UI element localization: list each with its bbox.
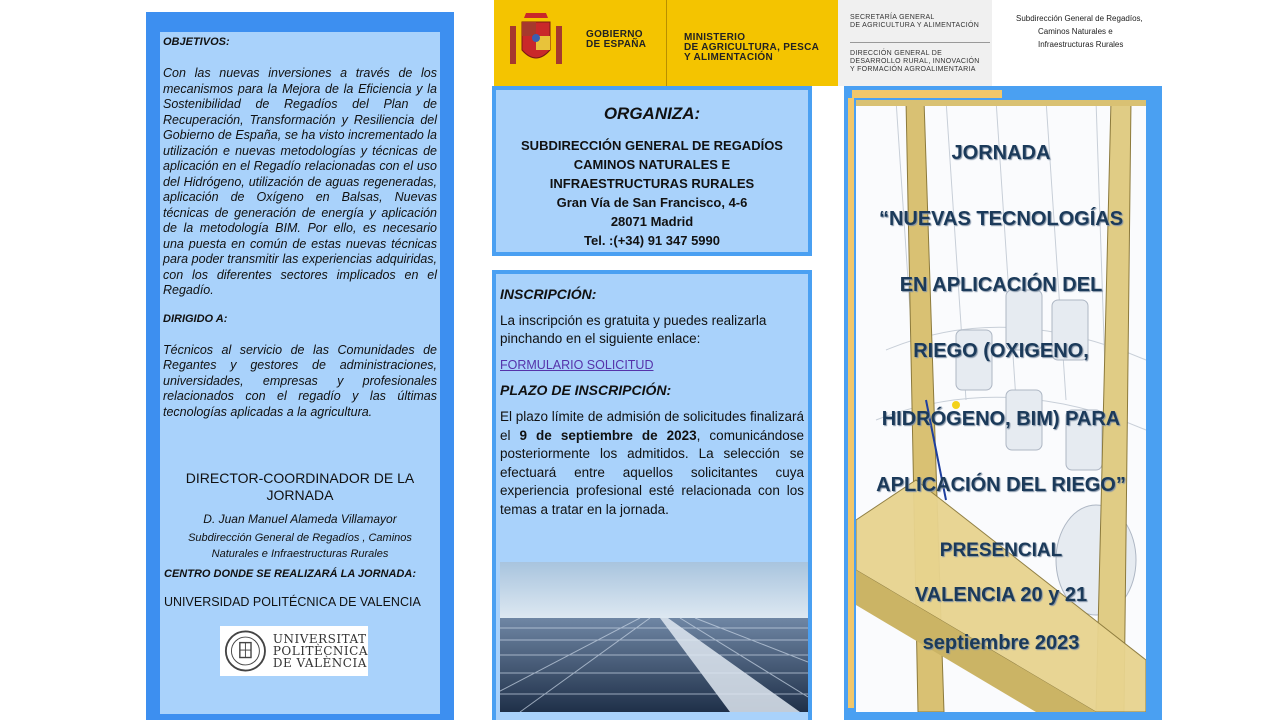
dirigido-text: Técnicos al servicio de las Comunidades de Regantes y gestores de administraciones, universidades, empresas y profesionales relacionados con el regadío y las últimas tecnologías aplicadas a la agricultura. xyxy=(163,342,437,419)
plazo-text-after: , comunicándose posteriormente los admitidos. La selección se efectuará entre aquellos solicitantes cuya experiencia profesional esté relacionada con los temas a tratar en la jornada. xyxy=(500,427,804,517)
secretaria-line-2: DE AGRICULTURA Y ALIMENTACIÓN xyxy=(850,22,980,29)
direccion-line-1: DIRECCIÓN GENERAL DE xyxy=(850,50,943,57)
cover-title-line-3: EN APLICACIÓN DEL xyxy=(899,274,1103,296)
direccion-line-2: DESARROLLO RURAL, INNOVACIÓN xyxy=(850,58,980,65)
plazo-heading: PLAZO DE INSCRIPCIÓN: xyxy=(500,382,672,398)
solar-reservoir-photo xyxy=(500,562,808,712)
gobierno-logo-bar xyxy=(494,0,838,86)
director-affiliation: Subdirección General de Regadíos , Caminos Naturales e Infraestructuras Rurales xyxy=(188,532,412,560)
objetivos-text: Con las nuevas inversiones a través de los mecanismos para la Mejora de la Eficiencia y la Sostenibilidad de Regadíos del Plan de Recuperación, Transformación y Resiliencia del Gobierno de España, se ha visto incrementado la utilización e nuevas metodologías y técnicas de aplicación en el Regadío relacionadas con el uso del Hidrógeno, utilización de aguas regeneradas, aplicación de Oxígeno en Balsas, Nuevas técnicas de generación de energía y aplicación de la metodología BIM. Por ello, es necesario una puesta en común de estas nuevas técnicas para poder transmitir las experiencias adquiridas, con los diferentes sectores implicados en el Regadío. xyxy=(163,66,437,297)
plazo-text xyxy=(500,408,804,519)
organiza-box xyxy=(492,86,812,256)
centro-section xyxy=(160,564,440,714)
secretaria-line-1: SECRETARÍA GENERAL xyxy=(850,14,935,21)
subdireccion-label xyxy=(1016,12,1166,51)
secretaria-box xyxy=(838,0,992,86)
objetivos-section xyxy=(160,32,440,464)
cover-title-line-6: APLICACIÓN DEL RIEGO” xyxy=(876,474,1126,496)
upv-logo-line-1: UNIVERSITAT xyxy=(272,632,367,646)
inscripcion-heading: INSCRIPCIÓN: xyxy=(500,286,597,302)
inscripcion-box xyxy=(492,270,812,720)
organiza-line-1: SUBDIRECCIÓN GENERAL DE REGADÍOS xyxy=(521,138,783,153)
upv-seal-icon xyxy=(224,628,267,674)
director-name: D. Juan Manuel Alameda Villamayor xyxy=(203,512,397,526)
director-section xyxy=(160,460,440,564)
gobierno-line-2: DE ESPAÑA xyxy=(586,39,647,50)
ministerio-line-3: Y ALIMENTACIÓN xyxy=(684,52,774,63)
left-panel xyxy=(146,12,454,720)
cover-title-line-5: HIDRÓGENO, BIM) PARA xyxy=(881,408,1121,430)
centro-heading: CENTRO DONDE SE REALIZARÁ LA JORNADA: xyxy=(164,568,416,580)
direccion-line-3: Y FORMACIÓN AGROALIMENTARIA xyxy=(850,66,976,73)
plazo-date: 9 de septiembre de 2023 xyxy=(519,427,697,443)
gobierno-line-1: GOBIERNO xyxy=(586,29,643,40)
subdireccion-line-1: Subdirección General de Regadíos, xyxy=(1016,14,1143,23)
dirigido-heading: DIRIGIDO A: xyxy=(163,312,228,325)
coat-of-arms-icon xyxy=(508,10,564,74)
organiza-line-3: INFRAESTRUCTURAS RURALES xyxy=(549,176,755,191)
inscripcion-text: La inscripción es gratuita y puedes realizarla pinchando en el siguiente enlace: xyxy=(500,313,767,346)
cover-month-year: septiembre 2023 xyxy=(922,632,1080,654)
cover-title-line-4: RIEGO (OXIGENO, xyxy=(913,340,1089,362)
director-title: DIRECTOR-COORDINADOR DE LA JORNADA xyxy=(185,470,415,503)
cover-presencial: PRESENCIAL xyxy=(939,540,1063,561)
formulario-solicitud-link[interactable]: FORMULARIO SOLICITUD xyxy=(500,358,654,372)
organiza-line-2: CAMINOS NATURALES E xyxy=(573,157,731,172)
upv-logo-line-2: POLITÈCNICA xyxy=(272,644,368,658)
organiza-city: 28071 Madrid xyxy=(610,214,694,229)
organiza-address: Gran Vía de San Francisco, 4-6 xyxy=(556,195,748,210)
organiza-title: ORGANIZA: xyxy=(603,104,701,123)
cover-title-line-1: JORNADA xyxy=(951,142,1051,164)
organiza-phone: Tel. :(+34) 91 347 5990 xyxy=(584,233,720,248)
centro-university: UNIVERSIDAD POLITÉCNICA DE VALENCIA xyxy=(164,595,421,609)
ministerio-line-2: DE AGRICULTURA, PESCA xyxy=(684,42,820,53)
subdireccion-line-3: Infraestructuras Rurales xyxy=(1038,40,1124,49)
cover-illustration xyxy=(856,100,1146,712)
ministerio-line-1: MINISTERIO xyxy=(684,32,746,43)
cover-panel xyxy=(844,86,1162,720)
plazo-text-before: El plazo límite de admisión de solicitudes finalizará el xyxy=(500,409,804,443)
pump-station-illustration xyxy=(856,100,1146,712)
upv-logo-line-3: DE VALÈNCIA xyxy=(272,656,367,670)
subdireccion-line-2: Caminos Naturales e xyxy=(1038,27,1113,36)
objetivos-heading: OBJETIVOS: xyxy=(163,36,230,48)
upv-logo xyxy=(220,626,368,676)
cover-title-line-2: “NUEVAS TECNOLOGÍAS xyxy=(878,208,1124,230)
cover-location-dates: VALENCIA 20 y 21 xyxy=(914,584,1088,606)
